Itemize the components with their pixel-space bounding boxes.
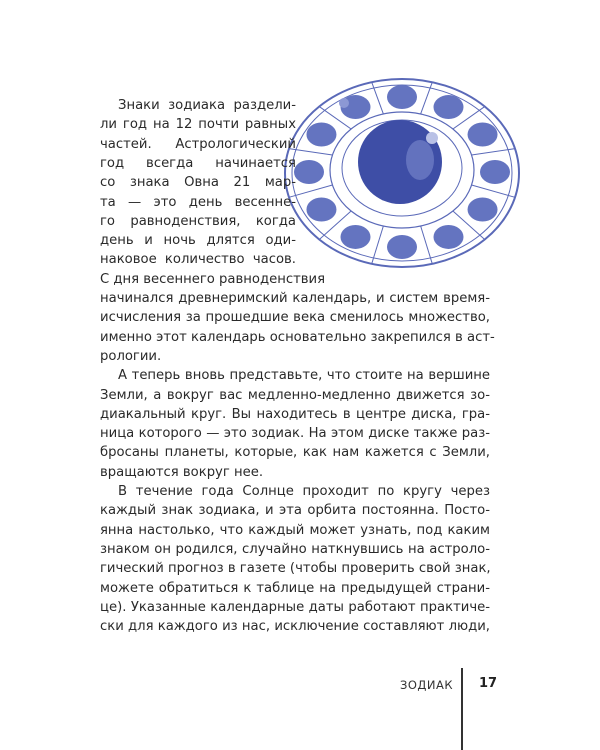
text-line: Земли, а вокруг вас медленно-медленно движется зо- [100, 387, 490, 403]
text-line: рологии. [100, 348, 162, 364]
text-line: знаком он родился, случайно наткнувшись на астроло- [100, 541, 490, 557]
text-line: ски для каждого из нас, исключение составляют люди, [100, 619, 490, 635]
text-line: со знака Овна 21 мар- [100, 175, 296, 191]
text-line: А теперь вновь представьте, что стоите на вершине [118, 368, 490, 384]
wheel-divider [472, 185, 515, 197]
text-line: гический прогноз в газете (чтобы проверить свой знак, [100, 561, 491, 577]
text-line: янна настолько, что каждый может узнать, под каким [100, 522, 490, 538]
text-line: диакальный круг. Вы находитесь в центре диска, гра- [100, 406, 490, 422]
zodiac-sign-figure [306, 198, 336, 222]
text-line: ли год на 12 почти равных [100, 117, 296, 133]
zodiac-sign-figure [468, 123, 498, 147]
zodiac-sign-figure [480, 160, 510, 184]
text-line: С дня весеннего равноденствия [100, 271, 326, 287]
text-line: каждый знак зодиака, и эта орбита постоянна. Посто- [100, 503, 490, 519]
zodiac-sign-figure [434, 95, 464, 119]
text-line: це). Указанные календарные даты работают практиче- [100, 599, 490, 615]
zodiac-sign-figure [306, 123, 336, 147]
text-line: день и ночь длятся оди- [100, 233, 296, 249]
zodiac-wheel-illustration [280, 70, 525, 275]
wheel-divider [372, 226, 384, 264]
text-line: год всегда начинается [100, 155, 296, 171]
text-line: Знаки зодиака раздели- [118, 98, 296, 113]
text-line: бросаны планеты, которые, как нам кажется с Земли, [100, 445, 490, 461]
page-number: 17 [479, 676, 498, 691]
text-line: ница которого — это зодиак. На этом диске также раз- [100, 426, 490, 442]
text-line: можете обратиться к таблице на предыдущей страни- [100, 580, 490, 596]
zodiac-sign-figure [294, 160, 324, 184]
zodiac-sign-figure [434, 225, 464, 249]
zodiac-sign-figure [387, 85, 417, 109]
text-line: исчисления за прошедшие века сменилось множество, [100, 310, 490, 326]
text-line: начинался древнеримский календарь, и систем время- [100, 291, 490, 306]
text-line: В течение года Солнце проходит по кругу через [118, 484, 490, 499]
text-line: именно этот календарь основательно закрепился в аст- [100, 329, 495, 345]
footer-divider [461, 668, 463, 750]
running-footer-section: ЗОДИАК [400, 678, 454, 692]
zodiac-sign-figure [387, 235, 417, 259]
zodiac-sign-figure [468, 198, 498, 222]
text-line: наковое количество часов. [100, 252, 296, 268]
wheel-divider [421, 226, 433, 264]
text-line: вращаются вокруг нее. [100, 464, 264, 480]
text-line: та — это день весенне- [100, 194, 296, 210]
zodiac-sign-figure [341, 225, 371, 249]
text-line: частей. Астрологический [100, 136, 296, 152]
text-line: го равноденствия, когда [100, 213, 296, 229]
